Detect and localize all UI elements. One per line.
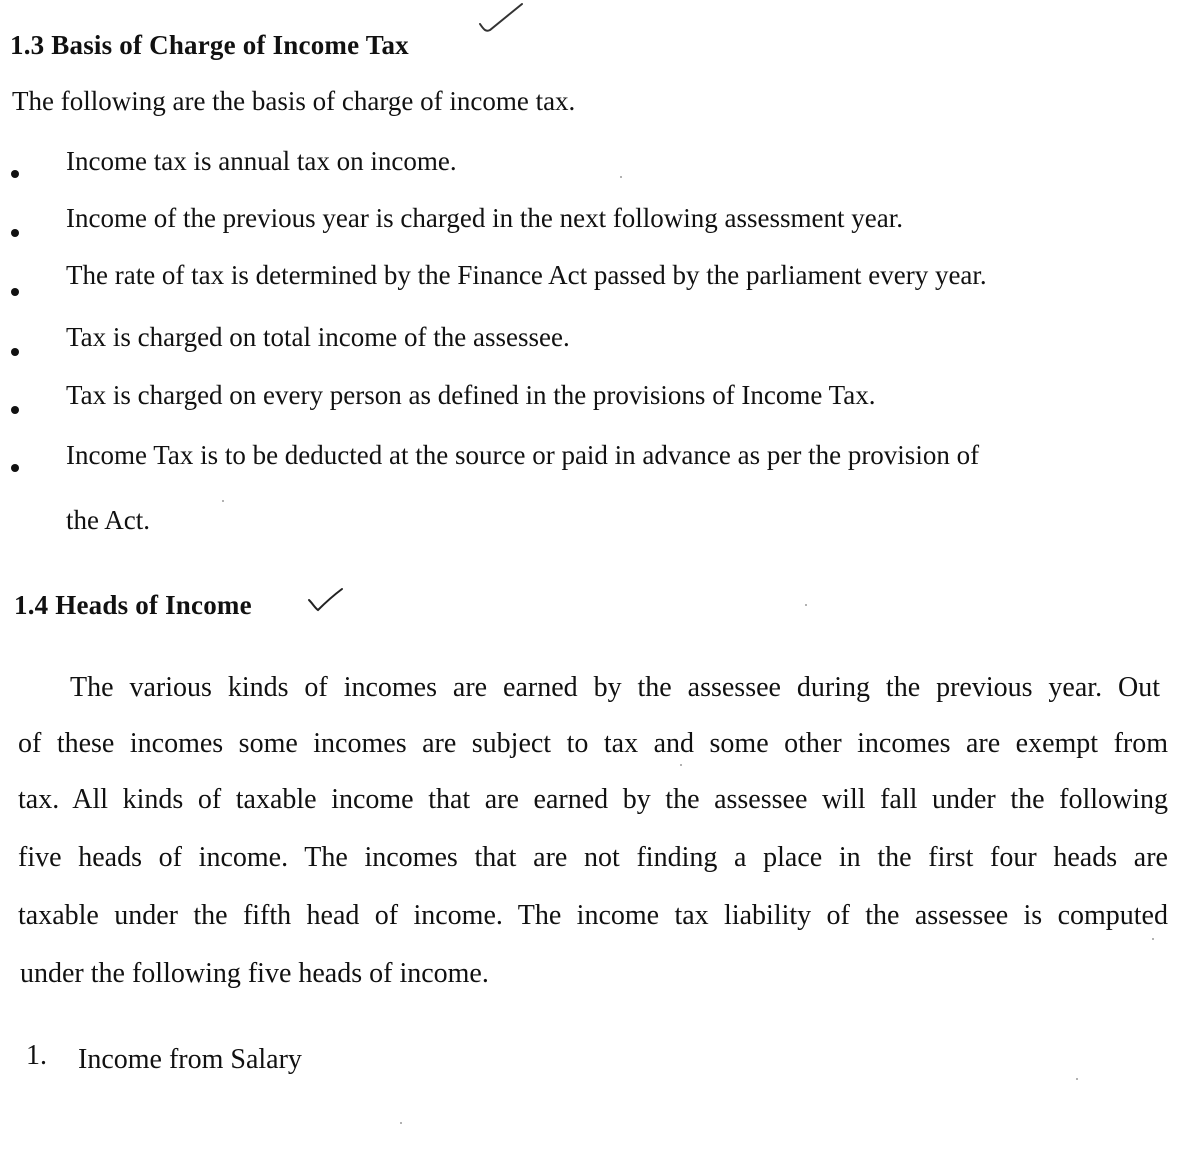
list-number: 1. <box>26 1040 47 1071</box>
list-item <box>0 203 1180 237</box>
paragraph-line: five heads of income. The incomes that are not finding a place in the first four heads are <box>18 842 1168 873</box>
bullet-icon <box>11 348 19 356</box>
list-item-continuation <box>0 505 1180 539</box>
scan-speck <box>620 176 622 178</box>
scan-speck <box>400 1122 402 1124</box>
bullet-icon <box>11 229 19 237</box>
bullet-icon <box>11 288 19 296</box>
list-item <box>0 322 1180 356</box>
scan-speck <box>805 604 807 606</box>
scan-speck <box>1152 938 1154 940</box>
bullet-icon <box>11 170 19 178</box>
bullet-icon <box>11 406 19 414</box>
list-item <box>0 260 1180 294</box>
paragraph-line: taxable under the fifth head of income. The income tax liability of the assessee is computed <box>18 900 1168 931</box>
paragraph-line: of these incomes some incomes are subject to tax and some other incomes are exempt from <box>18 728 1168 759</box>
list-item <box>0 380 1180 414</box>
list-item-text: Income of the previous year is charged in the next following assessment year. <box>66 203 904 233</box>
paragraph-line: under the following five heads of income. <box>20 958 489 989</box>
list-item-text: Income tax is annual tax on income. <box>66 146 457 176</box>
scan-speck <box>680 764 682 766</box>
paragraph-line: tax. All kinds of taxable income that are earned by the assessee will fall under the following <box>18 784 1168 815</box>
section-heading-1-3: 1.3 Basis of Charge of Income Tax <box>10 30 409 60</box>
check-mark-icon <box>476 0 526 36</box>
list-item <box>0 440 1180 474</box>
bullet-icon <box>11 464 19 472</box>
list-item-text: Tax is charged on every person as defined in the provisions of Income Tax. <box>66 380 876 410</box>
check-mark-icon <box>306 586 346 616</box>
paragraph-line: The various kinds of incomes are earned by the assessee during the previous year. Out <box>70 672 1160 703</box>
scan-speck <box>1076 1078 1078 1080</box>
list-item-text: Income Tax is to be deducted at the source or paid in advance as per the provision of <box>66 440 980 470</box>
scan-speck <box>222 500 224 502</box>
list-item-text: the Act. <box>66 505 150 535</box>
list-item-text: The rate of tax is determined by the Finance Act passed by the parliament every year. <box>66 260 987 290</box>
list-item-text: Tax is charged on total income of the assessee. <box>66 322 570 352</box>
list-item <box>0 146 1180 180</box>
section-intro: The following are the basis of charge of income tax. <box>12 86 576 116</box>
list-item-text: Income from Salary <box>78 1044 302 1075</box>
section-heading-1-4: 1.4 Heads of Income <box>14 590 252 620</box>
